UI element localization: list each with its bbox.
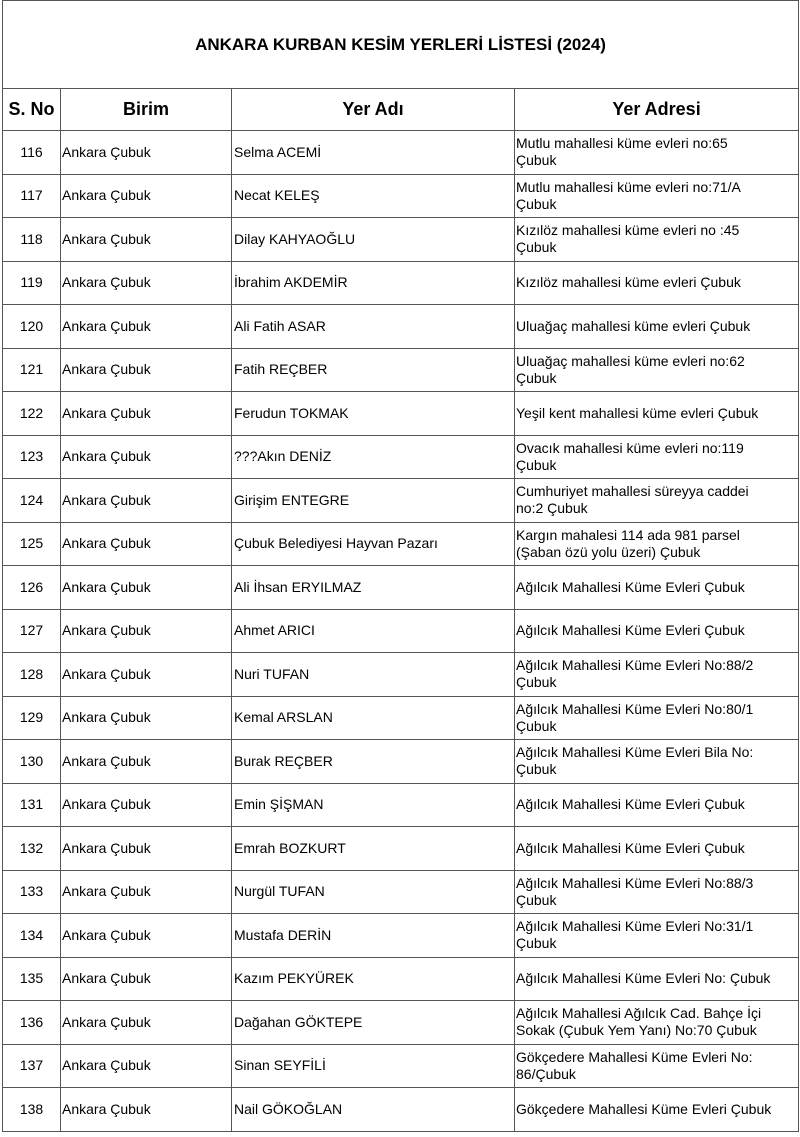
row-yer-adi: Sinan SEYFİLİ bbox=[232, 1044, 515, 1088]
row-birim: Ankara Çubuk bbox=[61, 870, 232, 914]
table-row bbox=[3, 131, 799, 175]
row-yer-adresi bbox=[515, 870, 799, 914]
address-line-2: Çubuk bbox=[516, 152, 557, 169]
address-line-2: no:2 Çubuk bbox=[516, 500, 588, 517]
row-birim: Ankara Çubuk bbox=[61, 609, 232, 653]
address-line-1: Ağılcık Mahallesi Ağılcık Cad. Bahçe İçi bbox=[516, 1005, 762, 1022]
table-row bbox=[3, 653, 799, 697]
address-line-1: Ovacık mahallesi küme evleri no:119 bbox=[516, 439, 744, 456]
table-row bbox=[3, 479, 799, 523]
address-line-2: Çubuk bbox=[516, 761, 557, 778]
row-birim: Ankara Çubuk bbox=[61, 653, 232, 697]
row-yer-adresi bbox=[515, 218, 799, 262]
row-yer-adresi bbox=[515, 348, 799, 392]
table-row bbox=[3, 609, 799, 653]
row-birim: Ankara Çubuk bbox=[61, 1001, 232, 1045]
table-row bbox=[3, 914, 799, 958]
header-yer-adi: Yer Adı bbox=[232, 89, 515, 131]
row-yer-adresi bbox=[515, 566, 799, 610]
table-row bbox=[3, 348, 799, 392]
address-line-2: Çubuk bbox=[516, 717, 557, 734]
address-line-1: Ağılcık Mahallesi Küme Evleri No:80/1 bbox=[516, 700, 754, 717]
table-row bbox=[3, 1001, 799, 1045]
table-row bbox=[3, 305, 799, 349]
row-yer-adi: Nuri TUFAN bbox=[232, 653, 515, 697]
row-yer-adi: Ferudun TOKMAK bbox=[232, 392, 515, 436]
table-body bbox=[3, 131, 799, 1132]
row-birim: Ankara Çubuk bbox=[61, 783, 232, 827]
table-row bbox=[3, 435, 799, 479]
row-birim: Ankara Çubuk bbox=[61, 435, 232, 479]
row-yer-adi: İbrahim AKDEMİR bbox=[232, 261, 515, 305]
address-line-2: Çubuk bbox=[516, 891, 557, 908]
address-line-1: Ağılcık Mahallesi Küme Evleri Bila No: bbox=[516, 744, 754, 761]
row-birim: Ankara Çubuk bbox=[61, 1044, 232, 1088]
row-yer-adresi bbox=[515, 305, 799, 349]
row-birim: Ankara Çubuk bbox=[61, 131, 232, 175]
row-yer-adresi bbox=[515, 696, 799, 740]
row-birim: Ankara Çubuk bbox=[61, 914, 232, 958]
row-sno: 127 bbox=[3, 609, 61, 653]
address-line-2: Çubuk bbox=[516, 456, 557, 473]
address-line-1: Uluağaç mahallesi küme evleri Çubuk bbox=[516, 317, 751, 334]
row-yer-adi: Ali Fatih ASAR bbox=[232, 305, 515, 349]
row-yer-adi: ???Akın DENİZ bbox=[232, 435, 515, 479]
row-sno: 136 bbox=[3, 1001, 61, 1045]
row-yer-adresi bbox=[515, 1001, 799, 1045]
header-sno: S. No bbox=[3, 89, 61, 131]
address-line-1: Gökçedere Mahallesi Küme Evleri No: bbox=[516, 1048, 753, 1065]
address-line-1: Mutlu mahallesi küme evleri no:71/A bbox=[516, 178, 741, 195]
row-yer-adresi bbox=[515, 522, 799, 566]
header-yer-adresi: Yer Adresi bbox=[515, 89, 799, 131]
address-line-1: Ağılcık Mahallesi Küme Evleri No:88/2 bbox=[516, 657, 754, 674]
address-line-2: Çubuk bbox=[516, 195, 557, 212]
table-row bbox=[3, 261, 799, 305]
row-birim: Ankara Çubuk bbox=[61, 218, 232, 262]
address-line-1: Cumhuriyet mahallesi süreyya caddei bbox=[516, 483, 749, 500]
row-birim: Ankara Çubuk bbox=[61, 348, 232, 392]
address-line-1: Ağılcık Mahallesi Küme Evleri No: Çubuk bbox=[516, 970, 771, 987]
address-line-1: Ağılcık Mahallesi Küme Evleri Çubuk bbox=[516, 796, 745, 813]
row-birim: Ankara Çubuk bbox=[61, 305, 232, 349]
row-yer-adresi bbox=[515, 783, 799, 827]
table-row bbox=[3, 392, 799, 436]
row-sno: 125 bbox=[3, 522, 61, 566]
table-row bbox=[3, 870, 799, 914]
address-line-1: Ağılcık Mahallesi Küme Evleri Çubuk bbox=[516, 839, 745, 856]
address-line-1: Mutlu mahallesi küme evleri no:65 bbox=[516, 135, 728, 152]
row-yer-adi: Girişim ENTEGRE bbox=[232, 479, 515, 523]
table-row bbox=[3, 174, 799, 218]
row-sno: 129 bbox=[3, 696, 61, 740]
table-row bbox=[3, 957, 799, 1001]
document-title: ANKARA KURBAN KESİM YERLERİ LİSTESİ (2024) bbox=[3, 1, 799, 89]
row-birim: Ankara Çubuk bbox=[61, 392, 232, 436]
table-row bbox=[3, 1088, 799, 1132]
row-birim: Ankara Çubuk bbox=[61, 522, 232, 566]
row-sno: 132 bbox=[3, 827, 61, 871]
kesim-yerleri-table bbox=[2, 0, 799, 1132]
row-sno: 117 bbox=[3, 174, 61, 218]
table-row bbox=[3, 740, 799, 784]
row-sno: 126 bbox=[3, 566, 61, 610]
address-line-2: (Şaban özü yolu üzeri) Çubuk bbox=[516, 543, 701, 560]
row-sno: 116 bbox=[3, 131, 61, 175]
address-line-1: Kızılöz mahallesi küme evleri no :45 bbox=[516, 222, 740, 239]
row-yer-adresi bbox=[515, 174, 799, 218]
row-birim: Ankara Çubuk bbox=[61, 261, 232, 305]
row-yer-adi: Ali İhsan ERYILMAZ bbox=[232, 566, 515, 610]
row-yer-adi: Necat KELEŞ bbox=[232, 174, 515, 218]
address-line-1: Ağılcık Mahallesi Küme Evleri No:88/3 bbox=[516, 874, 754, 891]
row-sno: 138 bbox=[3, 1088, 61, 1132]
row-birim: Ankara Çubuk bbox=[61, 566, 232, 610]
row-yer-adi: Çubuk Belediyesi Hayvan Pazarı bbox=[232, 522, 515, 566]
row-sno: 134 bbox=[3, 914, 61, 958]
address-line-1: Ağılcık Mahallesi Küme Evleri Çubuk bbox=[516, 622, 745, 639]
row-yer-adresi bbox=[515, 479, 799, 523]
table-row bbox=[3, 696, 799, 740]
row-birim: Ankara Çubuk bbox=[61, 174, 232, 218]
row-yer-adi: Nail GÖKOĞLAN bbox=[232, 1088, 515, 1132]
row-sno: 137 bbox=[3, 1044, 61, 1088]
row-sno: 133 bbox=[3, 870, 61, 914]
row-yer-adi: Emin ŞİŞMAN bbox=[232, 783, 515, 827]
header-birim: Birim bbox=[61, 89, 232, 131]
row-birim: Ankara Çubuk bbox=[61, 479, 232, 523]
row-yer-adresi bbox=[515, 261, 799, 305]
row-yer-adi: Emrah BOZKURT bbox=[232, 827, 515, 871]
row-sno: 120 bbox=[3, 305, 61, 349]
row-birim: Ankara Çubuk bbox=[61, 827, 232, 871]
row-birim: Ankara Çubuk bbox=[61, 696, 232, 740]
row-sno: 135 bbox=[3, 957, 61, 1001]
row-yer-adresi bbox=[515, 914, 799, 958]
row-yer-adi: Dilay KAHYAOĞLU bbox=[232, 218, 515, 262]
table-row bbox=[3, 522, 799, 566]
table-row bbox=[3, 566, 799, 610]
row-sno: 122 bbox=[3, 392, 61, 436]
address-line-1: Kargın mahalesi 114 ada 981 parsel bbox=[516, 526, 740, 543]
row-birim: Ankara Çubuk bbox=[61, 740, 232, 784]
address-line-1: Uluağaç mahallesi küme evleri no:62 bbox=[516, 352, 745, 369]
address-line-1: Gökçedere Mahallesi Küme Evleri Çubuk bbox=[516, 1100, 772, 1117]
address-line-2: Çubuk bbox=[516, 935, 557, 952]
row-sno: 119 bbox=[3, 261, 61, 305]
row-yer-adi: Kazım PEKYÜREK bbox=[232, 957, 515, 1001]
row-sno: 128 bbox=[3, 653, 61, 697]
row-yer-adresi bbox=[515, 653, 799, 697]
header-row bbox=[3, 89, 799, 131]
row-yer-adi: Kemal ARSLAN bbox=[232, 696, 515, 740]
row-yer-adi: Fatih REÇBER bbox=[232, 348, 515, 392]
row-yer-adresi bbox=[515, 435, 799, 479]
row-yer-adi: Mustafa DERİN bbox=[232, 914, 515, 958]
table-row bbox=[3, 827, 799, 871]
row-yer-adresi bbox=[515, 392, 799, 436]
address-line-2: 86/Çubuk bbox=[516, 1065, 576, 1082]
row-sno: 124 bbox=[3, 479, 61, 523]
address-line-2: Sokak (Çubuk Yem Yanı) No:70 Çubuk bbox=[516, 1022, 757, 1039]
row-yer-adresi bbox=[515, 740, 799, 784]
table-row bbox=[3, 783, 799, 827]
address-line-2: Çubuk bbox=[516, 239, 557, 256]
address-line-1: Kızılöz mahallesi küme evleri Çubuk bbox=[516, 274, 741, 291]
row-yer-adi: Dağahan GÖKTEPE bbox=[232, 1001, 515, 1045]
row-yer-adi: Nurgül TUFAN bbox=[232, 870, 515, 914]
row-sno: 121 bbox=[3, 348, 61, 392]
row-yer-adi: Burak REÇBER bbox=[232, 740, 515, 784]
address-line-1: Ağılcık Mahallesi Küme Evleri No:31/1 bbox=[516, 918, 754, 935]
table-row bbox=[3, 1044, 799, 1088]
row-yer-adresi bbox=[515, 827, 799, 871]
row-yer-adresi bbox=[515, 609, 799, 653]
address-line-1: Ağılcık Mahallesi Küme Evleri Çubuk bbox=[516, 578, 745, 595]
row-birim: Ankara Çubuk bbox=[61, 957, 232, 1001]
row-sno: 131 bbox=[3, 783, 61, 827]
row-yer-adresi bbox=[515, 957, 799, 1001]
row-yer-adresi bbox=[515, 131, 799, 175]
row-yer-adi: Selma ACEMİ bbox=[232, 131, 515, 175]
row-sno: 123 bbox=[3, 435, 61, 479]
row-yer-adresi bbox=[515, 1044, 799, 1088]
address-line-2: Çubuk bbox=[516, 674, 557, 691]
row-yer-adi: Ahmet ARICI bbox=[232, 609, 515, 653]
row-sno: 130 bbox=[3, 740, 61, 784]
address-line-2: Çubuk bbox=[516, 369, 557, 386]
row-sno: 118 bbox=[3, 218, 61, 262]
table-row bbox=[3, 218, 799, 262]
address-line-1: Yeşil kent mahallesi küme evleri Çubuk bbox=[516, 404, 759, 421]
row-yer-adresi bbox=[515, 1088, 799, 1132]
row-birim: Ankara Çubuk bbox=[61, 1088, 232, 1132]
